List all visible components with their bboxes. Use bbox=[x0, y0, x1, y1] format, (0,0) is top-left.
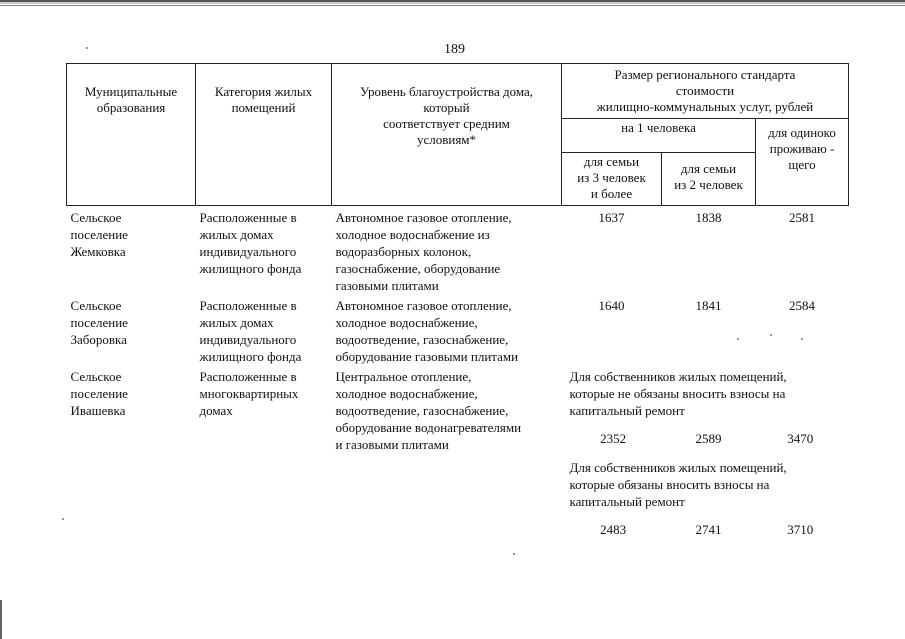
header-text: из 2 человек bbox=[674, 177, 743, 192]
header-text: Размер регионального стандарта bbox=[614, 67, 796, 82]
header-single bbox=[756, 119, 849, 206]
cell-level bbox=[332, 294, 562, 365]
header-text: образования bbox=[96, 100, 166, 115]
cell-text: холодное водоснабжение, bbox=[335, 315, 478, 330]
owner-group-note bbox=[566, 368, 845, 419]
note-text: Для собственников жилых помещений, bbox=[569, 369, 787, 384]
header-text: Категория жилых bbox=[214, 84, 313, 99]
note-text: которые обязаны вносить взносы на bbox=[569, 477, 770, 492]
value-family3: 2483 bbox=[600, 522, 627, 537]
header-level bbox=[332, 64, 562, 206]
cell-text: водоотведение, газоснабжение, bbox=[335, 332, 509, 347]
header-text: условиям* bbox=[416, 132, 477, 147]
header-text: соответствует средним bbox=[383, 116, 510, 131]
cell-text: индивидуального bbox=[199, 244, 297, 259]
cell-municipality bbox=[67, 294, 196, 365]
cell-municipality bbox=[67, 206, 196, 295]
scan-speck bbox=[86, 47, 88, 49]
cell-text: Заборовка bbox=[70, 332, 127, 347]
header-text: Уровень благоустройства дома, bbox=[359, 84, 534, 99]
scan-top-line bbox=[0, 5, 905, 6]
header-family3 bbox=[562, 153, 662, 206]
cell-text: Центральное отопление, bbox=[335, 369, 472, 384]
cell-category bbox=[196, 294, 332, 365]
housing-cost-table bbox=[66, 63, 849, 538]
cell-family2-value: 1838 bbox=[695, 210, 722, 225]
header-text: который bbox=[423, 100, 470, 115]
header-text: для семьи bbox=[680, 161, 737, 176]
header-text: из 3 человек bbox=[577, 170, 646, 185]
cell-text: холодное водоснабжение из bbox=[335, 227, 490, 242]
scan-left-mark bbox=[0, 600, 2, 639]
value-family2: 2741 bbox=[695, 522, 722, 537]
cell-level bbox=[332, 206, 562, 295]
cell-text: водоотведение, газоснабжение, bbox=[335, 403, 509, 418]
header-per-person: на 1 человека bbox=[562, 119, 756, 153]
cell-text: жилых домах bbox=[199, 315, 274, 330]
cell-category bbox=[196, 365, 332, 538]
cell-family3-value: 1637 bbox=[598, 210, 625, 225]
header-municipality bbox=[67, 64, 196, 206]
cell-text: водоразборных колонок, bbox=[335, 244, 472, 259]
header-text: проживаю - bbox=[769, 141, 835, 156]
cell-text: многоквартирных bbox=[199, 386, 299, 401]
header-text: помещений bbox=[231, 100, 296, 115]
header-text: стоимости bbox=[675, 83, 735, 98]
cell-owner-groups bbox=[562, 365, 849, 538]
cell-text: индивидуального bbox=[199, 332, 297, 347]
cell-text: жилищного фонда bbox=[199, 261, 302, 276]
scan-top-edge bbox=[0, 0, 905, 4]
value-single: 3710 bbox=[787, 522, 814, 537]
cell-text: и газовыми плитами bbox=[335, 437, 449, 452]
cell-text: поселение bbox=[70, 315, 128, 330]
cell-text: холодное водоснабжение, bbox=[335, 386, 478, 401]
owner-group-values bbox=[566, 521, 845, 538]
table-row bbox=[67, 294, 849, 365]
header-category bbox=[196, 64, 332, 206]
cell-municipality bbox=[67, 365, 196, 538]
value-family2: 2589 bbox=[695, 431, 722, 446]
scan-speck bbox=[770, 334, 772, 336]
value-family3: 2352 bbox=[600, 431, 627, 446]
cell-text: Ивашевка bbox=[70, 403, 126, 418]
header-standard bbox=[562, 64, 849, 119]
note-text: Для собственников жилых помещений, bbox=[569, 460, 787, 475]
owner-group-note bbox=[566, 459, 845, 510]
group-spacer bbox=[566, 447, 845, 459]
cell-text: Расположенные в bbox=[199, 369, 297, 384]
scan-speck bbox=[62, 518, 64, 520]
cell-family3-value: 1640 bbox=[598, 298, 625, 313]
header-text: для одиноко bbox=[768, 125, 836, 140]
cell-single-value: 2581 bbox=[789, 210, 815, 225]
cell-family2-value: 1841 bbox=[695, 298, 722, 313]
cell-text: поселение bbox=[70, 227, 128, 242]
header-text: щего bbox=[788, 157, 816, 172]
cell-text: Жемковка bbox=[70, 244, 126, 259]
scan-speck bbox=[801, 338, 803, 340]
note-text: которые не обязаны вносить взносы на bbox=[569, 386, 786, 401]
cell-category bbox=[196, 206, 332, 295]
cell-text: жилых домах bbox=[199, 227, 274, 242]
cell-text: поселение bbox=[70, 386, 128, 401]
cell-text: домах bbox=[199, 403, 233, 418]
cell-single-value: 2584 bbox=[789, 298, 815, 313]
table-row bbox=[67, 206, 849, 295]
note-text: капитальный ремонт bbox=[569, 403, 685, 418]
cell-text: оборудование водонагревателями bbox=[335, 420, 522, 435]
header-family2 bbox=[662, 153, 756, 206]
header-row-1 bbox=[67, 64, 849, 119]
cell-text: Автономное газовое отопление, bbox=[335, 210, 512, 225]
page-number: 189 bbox=[444, 42, 465, 57]
cell-text: Расположенные в bbox=[199, 210, 297, 225]
header-text: жилищно-коммунальных услуг, рублей bbox=[596, 99, 814, 114]
cell-text: оборудование газовыми плитами bbox=[335, 349, 519, 364]
note-text: капитальный ремонт bbox=[569, 494, 685, 509]
value-single: 3470 bbox=[787, 431, 814, 446]
cell-text: газоснабжение, оборудование bbox=[335, 261, 501, 276]
table-row bbox=[67, 365, 849, 538]
scan-speck bbox=[513, 553, 515, 555]
cell-text: газовыми плитами bbox=[335, 278, 439, 293]
header-text: и более bbox=[590, 186, 633, 201]
header-text: Муниципальные bbox=[84, 84, 178, 99]
cell-text: Автономное газовое отопление, bbox=[335, 298, 512, 313]
cell-text: Сельское bbox=[70, 369, 122, 384]
cell-text: Расположенные в bbox=[199, 298, 297, 313]
cell-text: жилищного фонда bbox=[199, 349, 302, 364]
scan-speck bbox=[737, 338, 739, 340]
cell-text: Сельское bbox=[70, 210, 122, 225]
owner-group-values bbox=[566, 430, 845, 447]
cell-level bbox=[332, 365, 562, 538]
header-text: для семьи bbox=[583, 154, 640, 169]
cell-text: Сельское bbox=[70, 298, 122, 313]
